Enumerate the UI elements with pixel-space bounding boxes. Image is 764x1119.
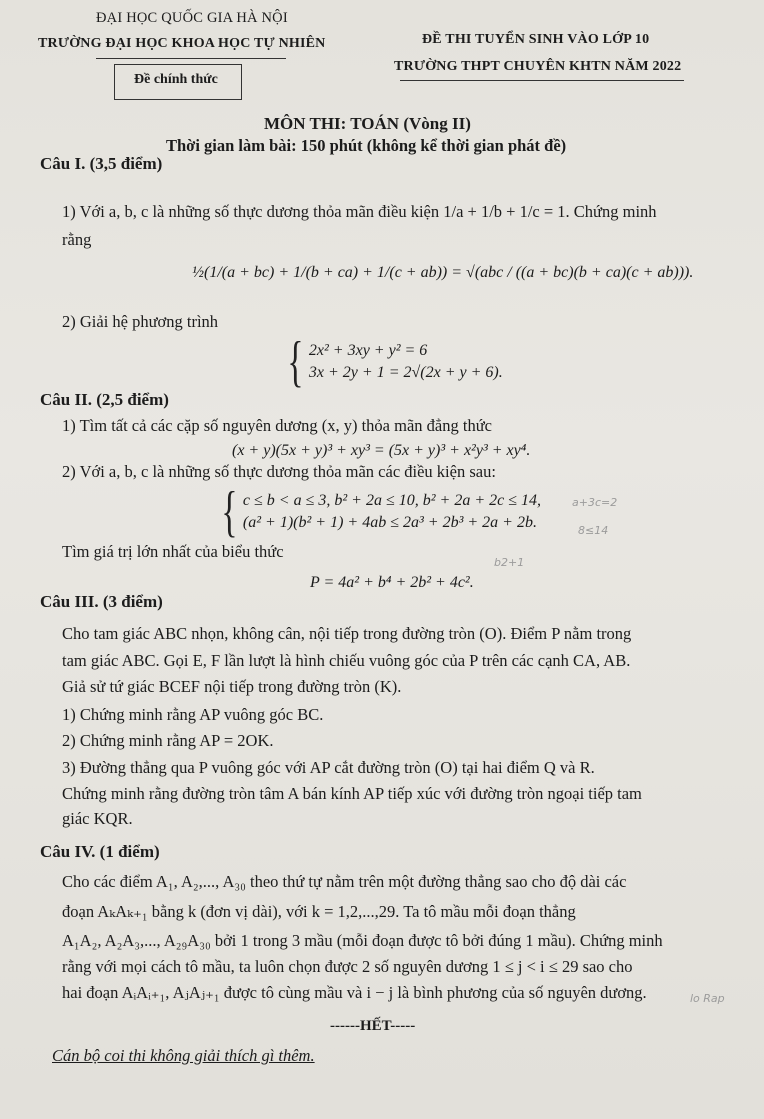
q4-line3: A₁A₂, A₂A₃,..., A₂₉A₃₀ bởi 1 trong 3 mầu (mỗi đoạn được tô bởi đúng 1 mầu). Chứng minh [62,931,663,950]
q3-item2: 2) Chứng minh rằng AP = 2OK. [62,731,274,750]
q1-part1-text: 1) Với a, b, c là những số thực dương thỏa mãn điều kiện 1/a + 1/b + 1/c = 1. Chứng minh [62,202,657,221]
exam-title: ĐỀ THI TUYỂN SINH VÀO LỚP 10 [422,32,650,47]
q3-intro-line2: tam giác ABC. Gọi E, F lần lượt là hình chiếu vuông góc của P trên các cạnh CA, AB. [62,651,631,670]
left-brace-icon: { [287,331,304,393]
q1-system-eq1: 2x² + 3xy + y² = 6 [308,342,428,359]
handwritten-note: a+3c=2 [572,496,618,509]
q2-title: Câu II. (2,5 điểm) [40,390,169,409]
q2-part1-formula: (x + y)(5x + y)³ + xy³ = (5x + y)³ + x²y³ + xy⁴. [232,442,531,459]
q3-intro-line3: Giả sử tứ giác BCEF nội tiếp trong đường tròn (K). [62,677,402,696]
q4-line2: đoạn AₖAₖ₊₁ bằng k (đơn vị dài), với k = 1,2,...,29. Ta tô mầu mỗi đoạn thẳng [62,902,576,921]
q2-part2-text: 2) Với a, b, c là những số thực dương thỏa mãn các điều kiện sau: [62,462,496,481]
handwritten-note: b2+1 [494,556,525,569]
q1-system-eq2: 3x + 2y + 1 = 2√(2x + y + 6). [308,364,503,381]
subject-title: MÔN THI: TOÁN (Vòng II) [264,114,471,133]
q4-line1: Cho các điểm A₁, A₂,..., A₃₀ theo thứ tự nằm trên một đường thẳng sao cho độ dài các [62,872,627,891]
q3-item3-line2: Chứng minh rằng đường tròn tâm A bán kính AP tiếp xúc với đường tròn ngoại tiếp tam [62,784,642,803]
q3-intro-line1: Cho tam giác ABC nhọn, không cân, nội tiếp trong đường tròn (O). Điểm P nằm trong [62,624,632,643]
q4-title: Câu IV. (1 điểm) [40,842,160,861]
q1-part1-cont: rằng [62,230,92,249]
time-info: Thời gian làm bài: 150 phút (không kể thời gian phát đề) [166,136,567,155]
q4-line4: rằng với mọi cách tô mầu, ta luôn chọn được 2 số nguyên dương 1 ≤ j < i ≤ 29 sao cho [62,957,633,976]
faculty-name: TRƯỜNG ĐẠI HỌC KHOA HỌC TỰ NHIÊN [38,36,326,51]
q2-part2-formula: P = 4a² + b⁴ + 2b² + 4c². [310,574,474,591]
handwritten-note: lo Rap [690,992,725,1005]
q4-line5: hai đoạn AᵢAᵢ₊₁, AⱼAⱼ₊₁ được tô cùng mầu và i − j là bình phương của số nguyên dương. [62,983,647,1002]
q3-item3-line3: giác KQR. [62,809,133,828]
q2-system-cond2: (a² + 1)(b² + 1) + 4ab ≤ 2a³ + 2b³ + 2a + 2b. [242,514,537,531]
q3-title: Câu III. (3 điểm) [40,592,163,611]
footer-note: Cán bộ coi thi không giải thích gì thêm. [52,1046,315,1065]
header-underline-left [96,58,286,59]
q2-part1-text: 1) Tìm tất cả các cặp số nguyên dương (x, y) thỏa mãn đẳng thức [62,416,492,435]
q1-equation-system [282,331,503,393]
q3-item1: 1) Chứng minh rằng AP vuông góc BC. [62,705,324,724]
university-name: ĐẠI HỌC QUỐC GIA HÀ NỘI [96,10,288,26]
q2-condition-system [216,481,541,543]
q1-part1-formula: ½(1/(a + bc) + 1/(b + ca) + 1/(c + ab)) = √(abc / ((a + bc)(b + ca)(c + ab))). [192,264,694,281]
q2-system-cond1: c ≤ b < a ≤ 3, b² + 2a ≤ 10, b² + 2a + 2c ≤ 14, [242,492,541,509]
handwritten-note: 8≤14 [578,524,609,537]
header-underline-right [400,80,684,81]
q3-item3-line1: 3) Đường thẳng qua P vuông góc với AP cắt đường tròn (O) tại hai điểm Q và R. [62,758,595,777]
left-brace-icon: { [221,481,238,543]
q1-part2-text: 2) Giải hệ phương trình [62,312,219,331]
q2-part2-cont: Tìm giá trị lớn nhất của biểu thức [62,542,284,561]
end-marker: ------HẾT----- [330,1018,416,1034]
official-label: Đề chính thức [134,72,218,87]
q1-title: Câu I. (3,5 điểm) [40,154,163,173]
school-title: TRƯỜNG THPT CHUYÊN KHTN NĂM 2022 [394,59,682,74]
